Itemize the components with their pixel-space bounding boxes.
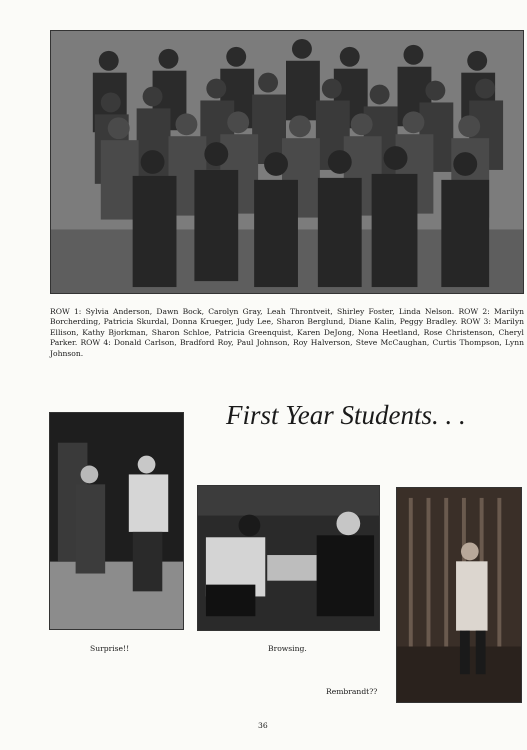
caption-row-4: ROW 4: Donald Carlson, Bradford Roy, Paul Johnson, Roy Halverson, Steve McCaughan, Curtis Thompson, Lynn Johnson. <box>50 338 525 358</box>
photo-rembrandt-figure <box>397 488 521 702</box>
photo-browsing <box>197 485 380 631</box>
photo-rembrandt <box>396 487 522 703</box>
group-photo-silhouettes <box>51 31 523 293</box>
group-photo-caption <box>50 307 524 359</box>
section-heading: First Year Students. . . <box>226 400 466 430</box>
group-photo <box>50 30 524 294</box>
caption-rembrandt: Rembrandt?? <box>326 687 378 696</box>
page-number: 36 <box>258 721 268 730</box>
caption-row-2: ROW 2: Marilyn Borcherding, Patricia Skurdal, Donna Krueger, Judy Lee, Sharon Berglund, Diane Kalin, Peggy Bradley. <box>50 307 525 327</box>
caption-row-1: ROW 1: Sylvia Anderson, Dawn Bock, Carolyn Gray, Leah Throntveit, Shirley Foster, Linda Nelson. <box>50 307 455 316</box>
caption-row-3: ROW 3: Marilyn Ellison, Kathy Bjorkman, Sharon Schloe, Patricia Greenquist, Karen DeJong, Nona Heetland, Rose Christenson, Cheryl Parker. <box>50 317 525 348</box>
photo-surprise-figures <box>50 413 183 629</box>
photo-browsing-figures <box>198 486 379 630</box>
caption-surprise: Surprise!! <box>90 644 130 653</box>
photo-surprise <box>49 412 184 630</box>
caption-browsing: Browsing. <box>268 644 307 653</box>
